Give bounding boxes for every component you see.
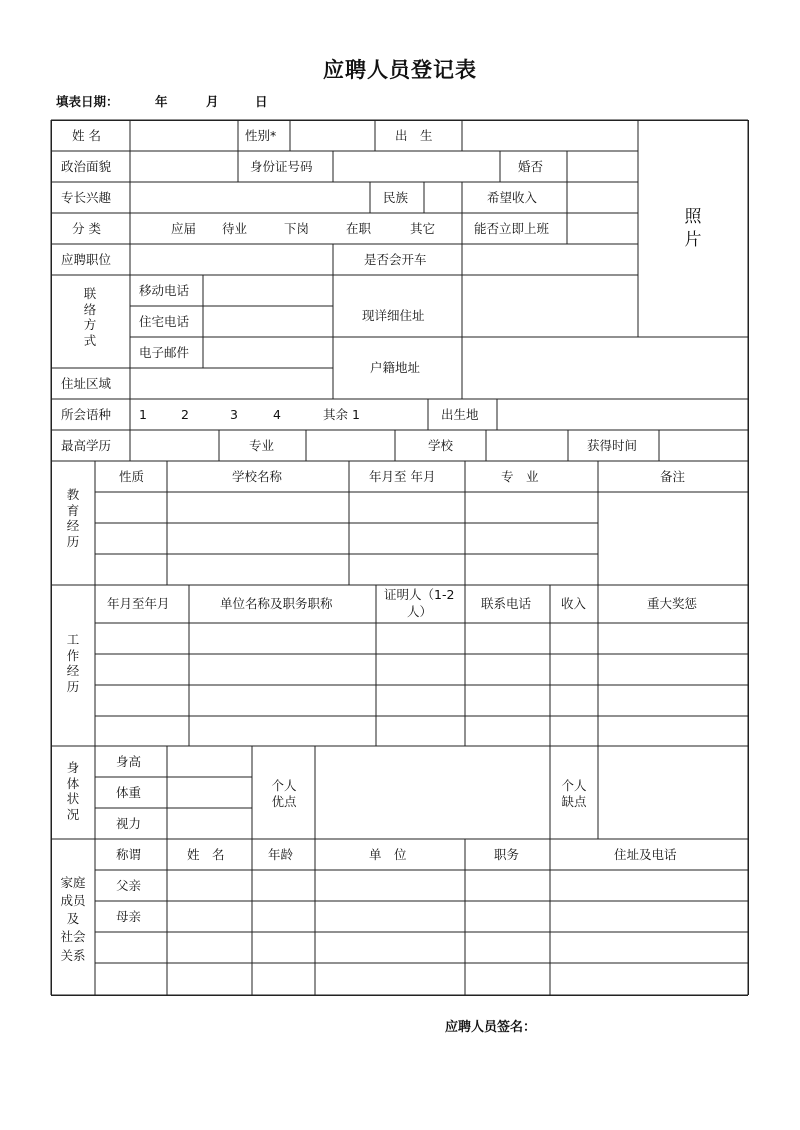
form-title: 应聘人员登记表 [323,58,477,82]
obtain-time-label: 获得时间 [587,438,638,453]
language-option-2: 2 [181,407,189,422]
weaknesses-label: 个人 缺点 [561,778,587,809]
work-header-referee: 证明人（1-2 [384,587,455,602]
major-label: 专业 [249,438,275,453]
work-header-company: 单位名称及职务职称 [220,596,333,611]
fill-date-day: 日 [255,94,268,109]
politics-label: 政治面貌 [61,159,112,174]
drive-label: 是否会开车 [364,252,427,267]
gender-label: 性别* [245,128,277,143]
work-section-label: 工 作 经 历 [66,632,80,694]
area-label: 住址区域 [61,376,112,391]
family-relation-father: 父亲 [116,878,142,893]
work-header-period: 年月至年月 [107,596,170,611]
category-option-employed: 在职 [346,221,372,236]
category-option-other: 其它 [410,221,436,236]
category-label: 分 类 [72,221,101,236]
education-header-period: 年月至 年月 [369,469,436,484]
marital-label: 婚否 [518,159,544,174]
applicant-signature-label: 应聘人员签名： [445,1020,537,1035]
category-option-laid-off: 下岗 [284,221,310,236]
school-label: 学校 [428,438,454,453]
education-header-nature: 性质 [119,469,145,484]
height-label: 身高 [116,754,142,769]
work-header-income: 收入 [561,596,587,611]
hukou-label: 户籍地址 [370,360,421,375]
family-header-relation: 称谓 [116,847,142,862]
expected-income-label: 希望收入 [487,190,538,205]
fill-date-label: 填表日期： [56,94,119,109]
work-header-phone: 联系电话 [481,596,532,611]
specialty-label: 专长兴趣 [61,190,112,205]
name-label: 姓 名 [72,128,101,143]
ethnicity-label: 民族 [383,190,409,205]
language-option-4: 4 [273,407,281,422]
work-header-rewards: 重大奖惩 [647,596,698,611]
start-now-label: 能否立即上班 [474,221,550,236]
birth-label: 出 生 [395,128,433,143]
category-option-unemployed: 待业 [222,221,248,236]
top-education-label: 最高学历 [61,438,112,453]
fill-date-month: 月 [206,94,219,109]
education-header-remarks: 备注 [660,469,686,484]
birthplace-label: 出生地 [441,407,479,422]
family-header-company: 单 位 [369,847,407,862]
home-phone-label: 住宅电话 [139,314,190,329]
education-header-major: 专 业 [501,469,539,484]
languages-label: 所会语种 [61,407,112,422]
family-header-name: 姓 名 [187,847,225,862]
family-header-title: 职务 [494,847,520,862]
weight-label: 体重 [116,785,142,800]
work-header-referee-count: 人） [407,604,433,619]
vision-label: 视力 [116,816,142,831]
address-label: 现详细住址 [362,308,425,323]
strengths-label: 个人 优点 [271,778,297,809]
mobile-label: 移动电话 [139,283,190,298]
category-option-fresh-graduate: 应届 [171,221,197,236]
id-number-label: 身份证号码 [250,159,313,174]
family-section-label: 家庭 成员 及 社会 关系 [60,875,86,963]
photo-label: 照 片 [684,207,702,250]
education-section-label: 教 育 经 历 [66,487,80,549]
language-option-1: 1 [139,407,147,422]
email-label: 电子邮件 [139,345,190,360]
family-header-age: 年龄 [268,847,294,862]
physical-section-label: 身 体 状 况 [66,760,80,822]
contact-section-label: 联 络 方 式 [83,286,97,348]
fill-date-year: 年 [155,94,168,109]
language-option-3: 3 [230,407,238,422]
other-language-label: 其余 1 [323,407,360,422]
position-label: 应聘职位 [61,252,112,267]
family-header-address-phone: 住址及电话 [614,847,677,862]
education-header-school: 学校名称 [232,469,283,484]
family-relation-mother: 母亲 [116,909,142,924]
